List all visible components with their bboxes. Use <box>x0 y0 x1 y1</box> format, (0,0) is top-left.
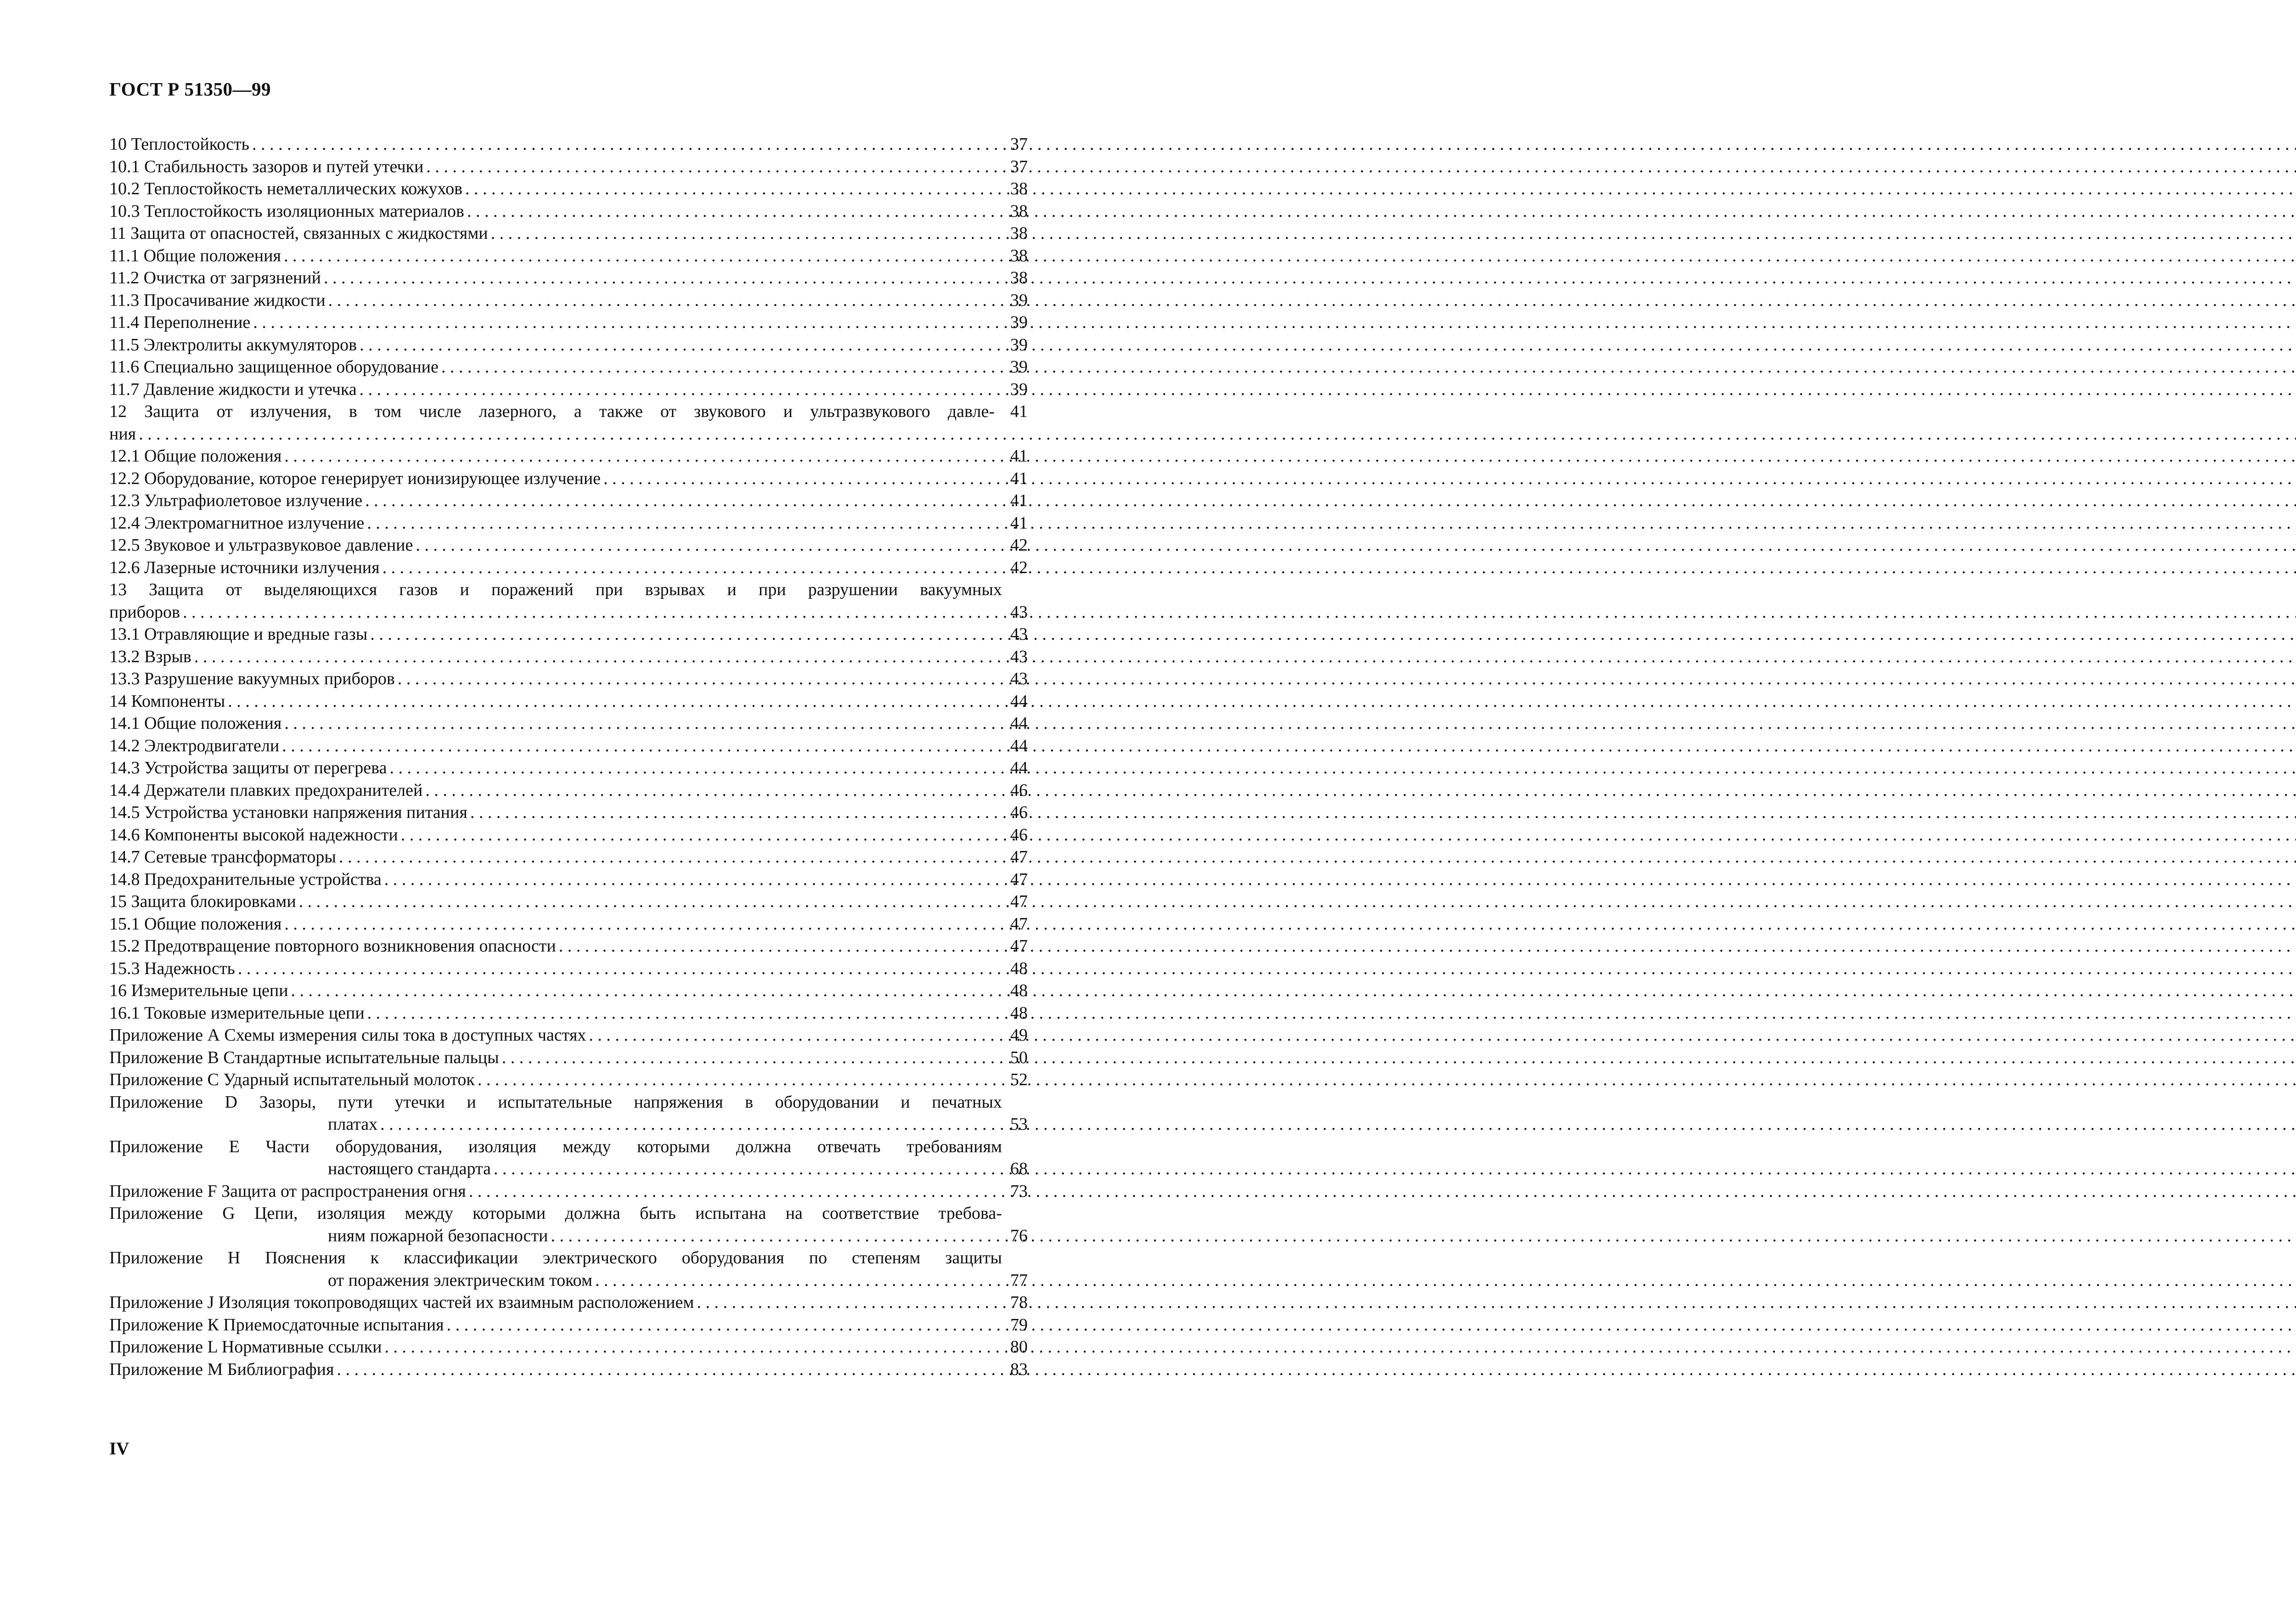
toc-entry-title: Приложение G Цепи, изоляция между которыми должна быть испытана на соответствие требова- <box>109 1204 1002 1223</box>
toc-entry[interactable] <box>109 1358 1028 1381</box>
leader-dots <box>279 735 1002 757</box>
toc-entry[interactable] <box>109 1136 1028 1158</box>
toc-entry-page: 76 <box>1010 1226 1028 1245</box>
toc-entry-page: 38 <box>1010 246 1028 265</box>
leader-dots <box>466 1180 1002 1203</box>
toc-entry-continuation <box>109 1225 1028 1247</box>
toc-entry[interactable] <box>109 400 1028 423</box>
leader-dots <box>422 779 1002 802</box>
toc-entry-page: 41 <box>1010 468 1028 488</box>
toc-entry-title: Приложение D Зазоры, пути утечки и испытательные напряжения в оборудовании и печатных <box>109 1092 1002 1112</box>
leader-dots <box>488 222 1002 245</box>
toc-entry-title: 13.1 Отравляющие и вредные газы <box>109 625 368 644</box>
leader-dots <box>136 423 1002 445</box>
toc-entry-title: 10.1 Стабильность зазоров и путей утечки <box>109 157 424 176</box>
table-of-contents <box>109 133 1028 1380</box>
leader-dots <box>491 1158 1002 1180</box>
toc-entry[interactable] <box>109 757 1028 779</box>
leader-dots <box>464 200 1002 223</box>
toc-entry[interactable] <box>109 1336 1028 1358</box>
toc-entry[interactable] <box>109 890 1028 913</box>
toc-entry-page: 37 <box>1010 157 1028 176</box>
toc-entry-title: 15.3 Надежность <box>109 958 235 978</box>
page-number: IV <box>109 1439 129 1459</box>
toc-entry-title: Приложение В Стандартные испытательные пальцы <box>109 1048 499 1067</box>
leader-dots <box>475 1069 1002 1091</box>
toc-entry[interactable] <box>109 668 1028 690</box>
toc-entry-title: 13 Защита от выделяющихся газов и поражений при взрывах и при разрушении вакуумных <box>109 580 1002 599</box>
toc-entry-page: 38 <box>1010 201 1028 221</box>
toc-entry-title: 14.6 Компоненты высокой надежности <box>109 825 398 845</box>
toc-entry-title: Приложение L Нормативные ссылки <box>109 1337 382 1357</box>
toc-entry-page: 43 <box>1010 602 1028 622</box>
leader-dots <box>382 868 1002 891</box>
leader-dots <box>288 980 1002 1002</box>
toc-entry-page: 43 <box>1010 625 1028 644</box>
leader-dots <box>191 646 1002 668</box>
leader-dots <box>364 512 1002 535</box>
toc-entry[interactable] <box>109 356 1028 378</box>
leader-dots <box>235 958 1002 980</box>
toc-entry-page: 38 <box>1010 268 1028 287</box>
toc-entry-title: 11.5 Электролиты аккумуляторов <box>109 335 357 355</box>
document-header: ГОСТ Р 51350—99 <box>109 79 271 100</box>
leader-dots <box>592 1269 1002 1292</box>
leader-dots <box>281 245 1002 267</box>
leader-dots <box>556 935 1002 958</box>
toc-entry-title: 12.1 Общие положения <box>109 446 282 466</box>
toc-entry[interactable] <box>109 557 1028 579</box>
toc-entry-title: 13.2 Взрыв <box>109 647 191 666</box>
toc-entry[interactable] <box>109 623 1028 646</box>
toc-entry-page: 41 <box>1010 402 1028 421</box>
toc-entry-title: 16.1 Токовые измерительные цепи <box>109 1003 365 1023</box>
leader-dots <box>321 267 1002 289</box>
toc-entry-page: 80 <box>1010 1337 1028 1357</box>
toc-entry-title: 12.6 Лазерные источники излучения <box>109 558 380 577</box>
leader-dots <box>249 133 1002 156</box>
toc-entry[interactable] <box>109 222 1028 245</box>
toc-entry-title: 11.6 Специально защищенное оборудование <box>109 357 439 377</box>
toc-entry[interactable] <box>109 913 1028 935</box>
leader-dots <box>281 445 1002 468</box>
toc-entry-page: 38 <box>1010 224 1028 243</box>
toc-entry-page: 44 <box>1010 758 1028 777</box>
toc-entry-page: 43 <box>1010 647 1028 666</box>
toc-entry[interactable] <box>109 267 1028 289</box>
toc-entry-page: 44 <box>1010 691 1028 711</box>
toc-entry[interactable] <box>109 311 1028 334</box>
toc-entry[interactable] <box>109 133 1028 156</box>
toc-entry-page: 47 <box>1010 847 1028 867</box>
toc-entry[interactable] <box>109 779 1028 802</box>
toc-entry-page: 78 <box>1010 1293 1028 1312</box>
toc-entry[interactable] <box>109 512 1028 535</box>
leader-dots <box>281 913 1002 935</box>
toc-entry-page: 79 <box>1010 1315 1028 1335</box>
toc-entry-page: 47 <box>1010 936 1028 956</box>
toc-entry-title: 11.7 Давление жидкости и утечка <box>109 379 357 399</box>
leader-dots <box>444 1314 1002 1336</box>
toc-entry-page: 50 <box>1010 1048 1028 1067</box>
toc-entry-page: 39 <box>1010 335 1028 355</box>
toc-entry-continuation <box>109 1113 1028 1136</box>
toc-entry[interactable] <box>109 846 1028 868</box>
toc-entry-title: 12.3 Ультрафиолетовое излучение <box>109 491 363 510</box>
toc-entry[interactable] <box>109 1002 1028 1025</box>
toc-entry-page: 73 <box>1010 1181 1028 1201</box>
toc-entry-title: 16 Измерительные цепи <box>109 981 288 1000</box>
toc-entry[interactable] <box>109 958 1028 980</box>
toc-entry-title: Приложение М Библиография <box>109 1359 334 1379</box>
toc-entry[interactable] <box>109 1314 1028 1336</box>
leader-dots <box>462 178 1002 200</box>
toc-entry-page: 39 <box>1010 313 1028 332</box>
toc-entry[interactable] <box>109 445 1028 468</box>
toc-entry-page: 44 <box>1010 736 1028 755</box>
toc-entry[interactable] <box>109 935 1028 958</box>
toc-entry-title: от поражения электрическим током <box>328 1270 592 1290</box>
toc-entry-continuation <box>109 423 1028 445</box>
leader-dots <box>250 311 1002 334</box>
toc-entry-page: 46 <box>1010 825 1028 845</box>
toc-entry-title: 13.3 Разрушение вакуумных приборов <box>109 669 395 688</box>
toc-entry-title: 14.3 Устройства защиты от перегрева <box>109 758 387 777</box>
toc-entry-page: 68 <box>1010 1159 1028 1178</box>
toc-entry-page: 77 <box>1010 1270 1028 1290</box>
toc-entry[interactable] <box>109 1247 1028 1269</box>
toc-entry[interactable] <box>109 1047 1028 1069</box>
toc-entry-page: 44 <box>1010 714 1028 733</box>
toc-entry-page: 46 <box>1010 803 1028 822</box>
toc-entry-page: 37 <box>1010 135 1028 154</box>
leader-dots <box>387 757 1002 779</box>
toc-entry-page: 53 <box>1010 1115 1028 1134</box>
toc-entry-title: 12.5 Звуковое и ультразвуковое давление <box>109 535 413 555</box>
toc-entry[interactable] <box>109 289 1028 312</box>
toc-entry-page: 41 <box>1010 513 1028 533</box>
leader-dots <box>357 378 1002 401</box>
leader-dots <box>326 289 1002 312</box>
leader-dots <box>365 1002 1002 1025</box>
toc-entry-continuation <box>109 1158 1028 1180</box>
leader-dots <box>601 468 1002 490</box>
toc-entry-title: 14.4 Держатели плавких предохранителей <box>109 780 423 800</box>
leader-dots <box>357 334 1002 356</box>
leader-dots <box>367 623 1002 646</box>
toc-entry-page: 42 <box>1010 535 1028 555</box>
toc-entry-title: 14 Компоненты <box>109 691 225 711</box>
toc-entry-title: 15.1 Общие положения <box>109 914 282 934</box>
toc-entry[interactable] <box>109 1069 1028 1091</box>
toc-entry-title: 12 Защита от излучения, в том числе лазерного, а также от звукового и ультразвукового давле- <box>109 402 995 421</box>
toc-entry[interactable] <box>109 712 1028 735</box>
toc-entry-continuation <box>109 601 1028 624</box>
toc-entry-page: 47 <box>1010 892 1028 911</box>
toc-entry[interactable] <box>109 534 1028 557</box>
toc-entry-title: 11 Защита от опасностей, связанных с жидкостями <box>109 224 488 243</box>
leader-dots <box>336 846 1002 868</box>
leader-dots <box>296 890 1002 913</box>
toc-entry-title: Приложение А Схемы измерения силы тока в доступных частях <box>109 1025 586 1045</box>
leader-dots <box>423 156 1002 178</box>
toc-entry[interactable] <box>109 735 1028 757</box>
toc-entry[interactable] <box>109 1180 1028 1203</box>
toc-entry-page: 46 <box>1010 780 1028 800</box>
toc-entry-page: 48 <box>1010 958 1028 978</box>
toc-entry-page: 43 <box>1010 669 1028 688</box>
leader-dots <box>225 690 1002 713</box>
leader-dots <box>398 824 1002 846</box>
toc-entry[interactable] <box>109 490 1028 512</box>
toc-entry[interactable] <box>109 468 1028 490</box>
leader-dots <box>694 1291 1002 1314</box>
toc-entry[interactable] <box>109 690 1028 713</box>
toc-entry[interactable] <box>109 824 1028 846</box>
toc-entry[interactable] <box>109 1024 1028 1047</box>
toc-entry-title: 14.1 Общие положения <box>109 714 282 733</box>
leader-dots <box>281 712 1002 735</box>
toc-entry-page: 41 <box>1010 446 1028 466</box>
toc-entry[interactable] <box>109 980 1028 1002</box>
toc-entry-title: 11.2 Очистка от загрязнений <box>109 268 321 287</box>
toc-entry-page: 83 <box>1010 1359 1028 1379</box>
toc-entry-title: 10 Теплостойкость <box>109 135 249 154</box>
toc-entry-page: 42 <box>1010 558 1028 577</box>
toc-entry-title: Приложение К Приемосдаточные испытания <box>109 1315 444 1335</box>
toc-entry[interactable] <box>109 801 1028 824</box>
toc-entry-title: 10.3 Теплостойкость изоляционных материалов <box>109 201 464 221</box>
toc-entry-title: 14.7 Сетевые трансформаторы <box>109 847 336 867</box>
leader-dots <box>362 490 1002 512</box>
toc-entry-title: 14.5 Устройства установки напряжения питания <box>109 803 467 822</box>
toc-entry[interactable] <box>109 1291 1028 1314</box>
toc-entry-page: 47 <box>1010 914 1028 934</box>
toc-entry-page: 38 <box>1010 179 1028 198</box>
toc-entry-page: 48 <box>1010 981 1028 1000</box>
leader-dots <box>439 356 1002 378</box>
toc-entry-page: 49 <box>1010 1025 1028 1045</box>
toc-entry-title: ния <box>109 424 136 444</box>
toc-entry-title: 15 Защита блокировками <box>109 892 296 911</box>
toc-entry-title: Приложение Н Пояснения к классификации электрического оборудования по степеням защиты <box>109 1248 1002 1267</box>
toc-entry-page: 39 <box>1010 357 1028 377</box>
toc-entry-title: 14.2 Электродвигатели <box>109 736 280 755</box>
toc-entry-title: Приложение F Защита от распространения огня <box>109 1181 466 1201</box>
toc-entry-title: 11.1 Общие положения <box>109 246 281 265</box>
toc-entry-title: 14.8 Предохранительные устройства <box>109 869 382 889</box>
toc-entry-page: 52 <box>1010 1070 1028 1089</box>
toc-entry-title: Приложение С Ударный испытательный молоток <box>109 1070 475 1089</box>
toc-entry[interactable] <box>109 378 1028 401</box>
toc-entry-page: 48 <box>1010 1003 1028 1023</box>
toc-entry[interactable] <box>109 245 1028 267</box>
toc-entry-continuation <box>109 1269 1028 1292</box>
toc-entry-page: 39 <box>1010 379 1028 399</box>
leader-dots <box>377 1113 1002 1136</box>
toc-entry[interactable] <box>109 156 1028 178</box>
toc-entry-title: приборов <box>109 602 180 622</box>
toc-entry-page: 47 <box>1010 869 1028 889</box>
toc-entry-title: 11.4 Переполнение <box>109 313 251 332</box>
toc-entry[interactable] <box>109 868 1028 891</box>
toc-entry-title: 11.3 Просачивание жидкости <box>109 290 326 310</box>
leader-dots <box>467 801 1002 824</box>
toc-entry-title: настоящего стандарта <box>328 1159 491 1178</box>
toc-entry[interactable] <box>109 200 1028 223</box>
leader-dots <box>413 534 1002 557</box>
toc-entry[interactable] <box>109 646 1028 668</box>
leader-dots <box>499 1047 1002 1069</box>
toc-entry-title: 12.2 Оборудование, которое генерирует ионизирующее излучение <box>109 468 601 488</box>
toc-entry-title: 10.2 Теплостойкость неметаллических кожухов <box>109 179 463 198</box>
toc-entry[interactable] <box>109 178 1028 200</box>
toc-entry-title: ниям пожарной безопасности <box>328 1226 548 1245</box>
toc-entry[interactable] <box>109 1202 1028 1225</box>
toc-entry-title: 15.2 Предотвращение повторного возникновения опасности <box>109 936 556 956</box>
leader-dots <box>586 1024 1002 1047</box>
toc-entry[interactable] <box>109 579 1028 601</box>
leader-dots <box>334 1358 1002 1381</box>
toc-entry-page: 41 <box>1010 491 1028 510</box>
leader-dots <box>382 1336 1002 1358</box>
toc-entry-title: Приложение J Изоляция токопроводящих частей их взаимным расположением <box>109 1293 694 1312</box>
leader-dots <box>395 668 1002 690</box>
leader-dots <box>548 1225 1002 1247</box>
toc-entry-page: 39 <box>1010 290 1028 310</box>
toc-entry-title: Приложение Е Части оборудования, изоляция между которыми должна отвечать требованиям <box>109 1137 1002 1156</box>
toc-entry[interactable] <box>109 1091 1028 1114</box>
toc-entry-title: 12.4 Электромагнитное излучение <box>109 513 365 533</box>
leader-dots <box>380 557 1002 579</box>
toc-entry[interactable] <box>109 334 1028 356</box>
leader-dots <box>180 601 1002 624</box>
toc-entry-title: платах <box>328 1115 378 1134</box>
